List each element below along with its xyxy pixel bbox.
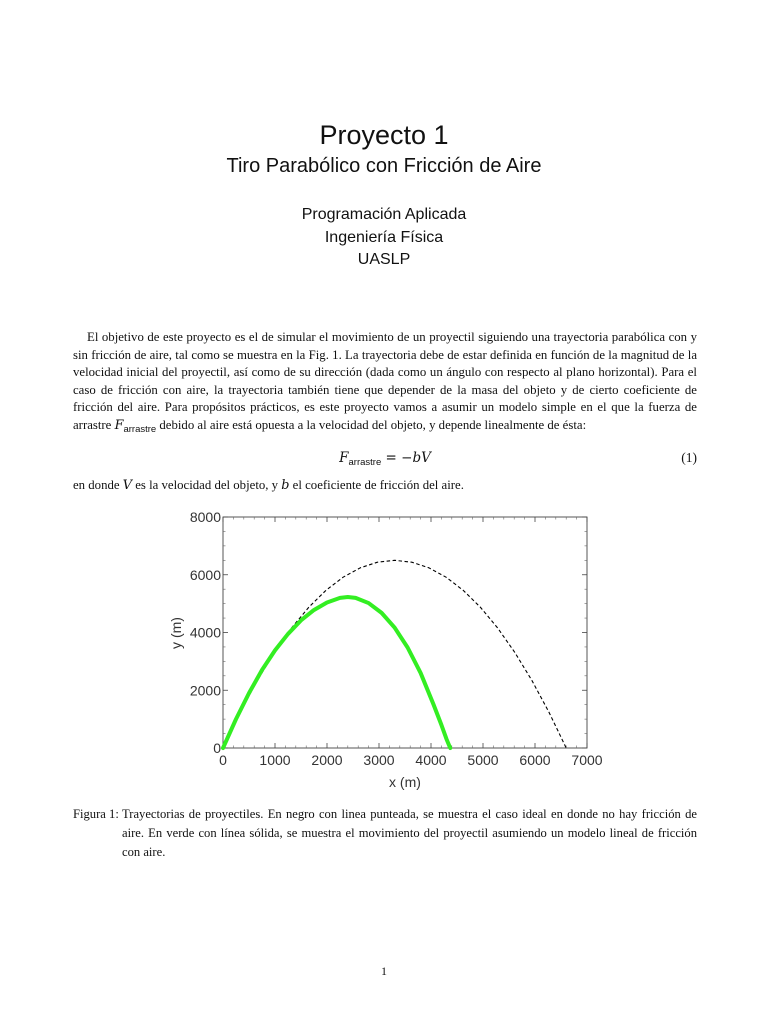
page-subtitle: Tiro Parabólico con Fricción de Aire <box>226 155 542 177</box>
x-tick-label: 6000 <box>519 752 551 768</box>
x-tick-label: 1000 <box>259 752 291 768</box>
program-name: Ingeniería Física <box>324 228 444 246</box>
x-tick-label: 5000 <box>467 752 499 768</box>
trajectory-chart <box>150 505 610 795</box>
tick-labels <box>190 509 603 768</box>
page-number: 1 <box>381 964 387 978</box>
y-tick-label: 2000 <box>189 682 221 699</box>
equation-lhs: $F_{arrastre}$ <box>339 450 382 468</box>
x-tick-label: 7000 <box>571 752 603 768</box>
caption-label: Figura 1: <box>73 807 119 821</box>
tick-marks <box>223 517 587 748</box>
course-name: Programación Aplicada <box>301 206 467 223</box>
friction-coefficient-symbol: b <box>281 478 290 493</box>
abstract-text-1: El objetivo de este proyecto es el de simular el movimiento de un proyectil siguiendo una trayectoria parabólica con y sin fricción de aire, tal como se muestra en la Fig. 1. La trayectoria debe de estar definida en función de la magnitud de la velocidad inicial del proyectil, así como de su dirección (dada como un ángulo con respecto al plano horizontal). Para el caso de fricción con aire, la trayectoria también tiene que depender de la masa del objeto y de cierto coeficiente de fricción del aire. Para propósitos prácticos, es este proyecto vamos a asumir un modelo simple en el que la fuerza de arrastre <box>73 330 697 432</box>
equation-number: (1) <box>681 450 697 465</box>
y-tick-label: 4000 <box>189 624 221 641</box>
equation-body <box>73 450 697 468</box>
abstract-paragraph <box>73 329 697 439</box>
x-tick-label: 0 <box>219 752 227 768</box>
x-tick-label: 4000 <box>415 752 447 768</box>
friction-trajectory-line <box>223 597 450 748</box>
abstract-text-2: debido al aire está opuesta a la velocidad del objeto, y depende linealmente de ésta: <box>156 417 587 432</box>
x-tick-label: 2000 <box>311 752 343 768</box>
y-axis-label: y (m) <box>168 617 184 649</box>
x-axis-label: x (m) <box>389 774 421 790</box>
y-tick-label: 8000 <box>189 509 221 525</box>
page-title: Proyecto 1 <box>319 120 449 150</box>
equation-1 <box>73 449 697 469</box>
institution-name: UASLP <box>357 251 411 268</box>
figure-caption <box>73 805 697 862</box>
x-tick-label: 3000 <box>363 752 395 768</box>
plot-frame <box>223 517 587 748</box>
series-layer <box>223 560 566 748</box>
post-equation-text: en donde V es la velocidad del objeto, y b el coeficiente de fricción del aire. <box>73 478 464 493</box>
y-tick-label: 6000 <box>189 566 221 583</box>
y-tick-label: 0 <box>213 740 221 756</box>
caption-text: Trayectorias de proyectiles. En negro con linea punteada, se muestra el caso ideal en donde no hay fricción de aire. En verde con línea sólida, se muestra el movimiento del proyectil asumiendo un modelo lineal de fricción con aire. <box>122 807 697 859</box>
authors-block <box>0 204 768 272</box>
velocity-symbol: V <box>122 478 133 493</box>
drag-force-symbol: $F_{arrastre}$ <box>114 417 157 435</box>
equation-rhs: = −bV <box>381 450 431 466</box>
